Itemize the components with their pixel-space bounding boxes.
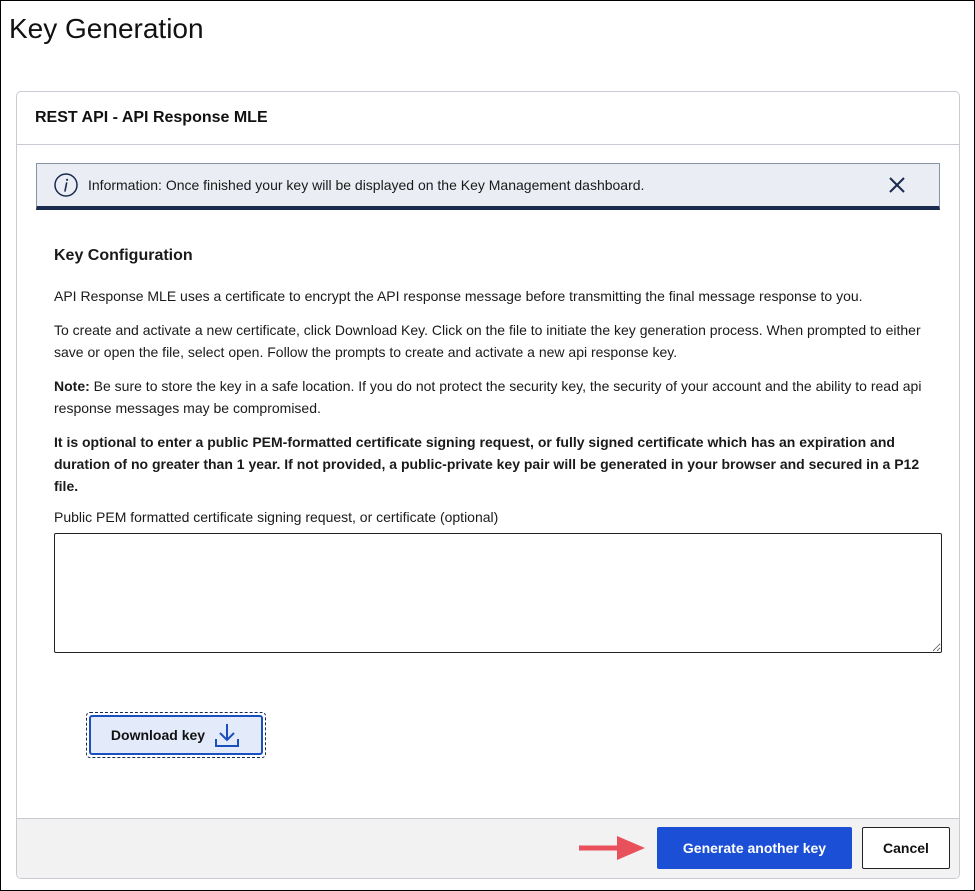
card-footer (17, 818, 959, 878)
page-title: Key Generation (9, 13, 204, 44)
description-paragraph-1: API Response MLE uses a certificate to encrypt the API response message before transmitting the final message response to you. (54, 288, 863, 304)
download-key-focus-ring (86, 712, 266, 758)
key-configuration-section (54, 247, 934, 653)
info-banner-text: Information: Once finished your key will be displayed on the Key Management dashboard. (88, 177, 645, 193)
info-banner (36, 163, 940, 210)
note-paragraph (54, 375, 934, 419)
key-generation-card (16, 91, 960, 879)
pem-certificate-input[interactable] (54, 533, 942, 653)
card-header: REST API - API Response MLE (17, 92, 959, 145)
download-icon (213, 721, 241, 749)
pem-field-label: Public PEM formatted certificate signing request, or certificate (optional) (54, 509, 499, 525)
download-key-label: Download key (110, 727, 206, 743)
close-icon[interactable] (885, 173, 909, 197)
arrow-right-icon (577, 833, 647, 863)
generate-another-key-button[interactable]: Generate another key (657, 827, 852, 869)
description-paragraph-2: To create and activate a new certificate, click Download Key. Click on the file to initiate the key generation process. When prompted to either save or open the file, select open. Follow the prompts to create and activate a new api response key. (54, 322, 921, 360)
section-title: Key Configuration (54, 247, 193, 264)
note-text: Be sure to store the key in a safe location. If you do not protect the security key, the security of your account and the ability to read api response messages may be compromised. (54, 378, 922, 416)
cancel-button[interactable]: Cancel (862, 827, 950, 869)
optional-paragraph: It is optional to enter a public PEM-formatted certificate signing request, or fully signed certificate which has an expiration and duration of no greater than 1 year. If not provided, a public-private key pair will be generated in your browser and secured in a P12 file. (54, 434, 920, 494)
download-key-button[interactable] (89, 715, 263, 755)
note-label: Note: (54, 378, 90, 394)
info-icon (54, 173, 78, 197)
